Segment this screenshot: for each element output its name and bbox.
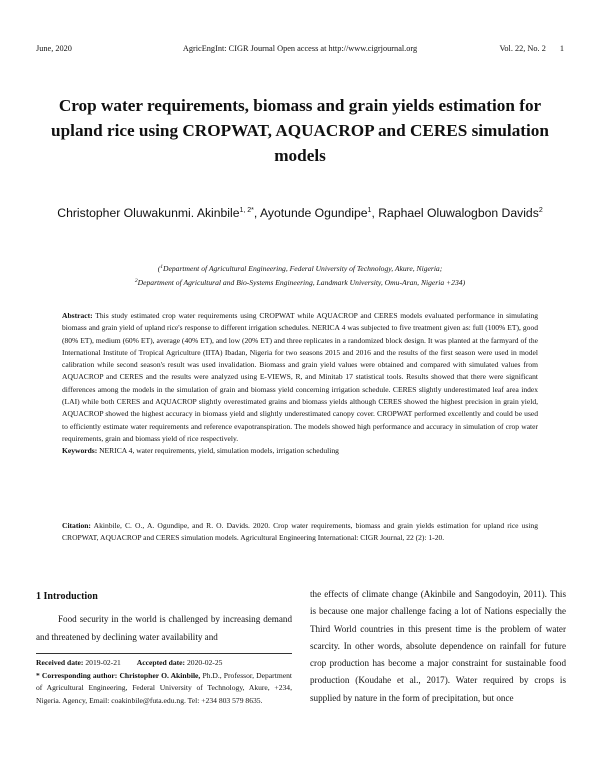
intro-paragraph-continued: the effects of climate change (Akinbile and Sangodoyin, 2011). This is because one major challenge facing a lot of Nations especially the Third World countries in this present time is the problem of water scarcity. In other words, absolute dependence on rainfall for future crop production has become a major constraint for sustainable food production (Koudahe et al., 2017). Water required by crops is supplied by nature in the form of precipitation, but once: [310, 589, 566, 703]
affiliation-text: Department of Agricultural and Bio-Systems Engineering, Landmark University, Omu-Aran, Nigeria +234): [137, 278, 466, 287]
left-column: [36, 586, 292, 646]
author-affiliation-marker: 2: [538, 207, 543, 214]
accepted-date: [137, 657, 223, 670]
author-name: Christopher Oluwakunmi. Akinbile: [57, 206, 240, 220]
keywords: [62, 445, 538, 457]
corresponding-label: * Corresponding author:: [36, 670, 118, 680]
affiliation-text: Department of Agricultural Engineering, Federal University of Technology, Akure, Nigeria: [163, 264, 440, 273]
corresponding-details: Ph.D., Professor, Department of Agricultural Engineering, Federal University of Technology, Akure, +234, Nigeria. Agency, Email: coakinbile@futa.edu.ng. Tel: +234 803 579 8635.: [36, 670, 293, 706]
keywords-text: NERICA 4, water requirements, yield, simulation models, irrigation scheduling: [99, 446, 339, 456]
keywords-label: Keywords:: [62, 446, 98, 456]
received-date: [36, 657, 121, 670]
author-name: Raphael Oluwalogbon Davids: [378, 206, 539, 220]
dates-row: [36, 657, 292, 670]
section-heading: 1 Introduction: [36, 591, 98, 602]
abstract-text: This study estimated crop water requirements using CROPWAT while AQUACROP and CERES models evaluated performance in simulating biomass and grain yield of upland rice's response to different irrigation schedules. NERICA 4 was subjected to five treatment given as: full (100% ET), good (80% ET), medium (60% ET), average (40% ET), and low (20% ET) and three replicates in a randomized block design. It was planted at the farmyard of the International Institute of Tropical Agriculture (IITA) Ibadan, Nigeria for two seasons 2015 and 2016 and the results of the first season were used in model calibration while second season's result was used invalidation. Biomass and grain yield values were obtained and compared with simulated values from AQUACROP and CERES and the results were analyzed using E-VIEWS, R, and Minitab 17 statistical tools. Results showed that there were significant differences among the models in the simulation of grain and biomass yield concerning irrigation schedule. CERES slightly underestimated leaf area index (LAI) while both CERES and AQUACROP slightly overestimated grains and biomass yields although CERES showed the highest precision in grain yield, AQUACROP showed the highest accuracy in biomass yield and slightly underestimated canopy cover. CROPWAT performed excellently and could be used to efficiently estimate water requirements and reference evapotranspiration. The models showed high performance and accuracy in simulation of crop water requirements, grain and biomass yield of rice respectively.: [62, 311, 538, 443]
author-name: Ayotunde Ogundipe: [260, 206, 368, 220]
affiliation: ($^1$Department of Agricultural Engineering, Federal University of Technology, Akure, Nigeria;: [157, 264, 443, 273]
author-list: [40, 201, 560, 225]
author-separator: ,: [253, 206, 261, 220]
abstract: [62, 310, 538, 445]
footnote-divider: [36, 653, 292, 654]
citation-text: Akinbile, C. O., A. Ogundipe, and R. O. Davids. 2020. Crop water requirements, biomass and grain yields estimation for upland rice using CROPWAT, AQUACROP and CERES simulation models. Agricultural Engineering International: CIGR Journal, 22 (2): 1-20.: [62, 521, 538, 543]
received-label: Received date:: [36, 658, 84, 667]
author-affiliation-marker: 1, 2*: [239, 207, 254, 214]
affiliation-marker: 1: [160, 264, 164, 270]
citation-label: Citation:: [62, 521, 91, 530]
running-header: [36, 42, 564, 54]
intro-paragraph: Food security in the world is challenged by increasing demand and threatened by declining water availability and: [36, 614, 292, 642]
header-journal: AgricEngInt: CIGR Journal Open access at http://www.cigrjournal.org: [182, 43, 418, 53]
accepted-value: 2020-02-25: [187, 658, 223, 667]
right-column: [310, 586, 566, 707]
footnotes: [36, 657, 292, 708]
paper-title: Crop water requirements, biomass and grain yields estimation for upland rice using CROPWAT, AQUACROP and CERES simulation models: [51, 96, 549, 165]
author-separator: ,: [371, 206, 379, 220]
affiliation: [40, 278, 560, 287]
header-page-number: 1: [559, 43, 564, 53]
abstract-block: [62, 310, 538, 458]
abstract-label: Abstract:: [62, 311, 93, 320]
header-date: June, 2020: [36, 43, 72, 53]
author-affiliation-marker: 1: [367, 207, 372, 214]
affiliation-marker: 2: [134, 278, 138, 284]
header-volume: Vol. 22, No. 2: [499, 43, 546, 53]
received-value: 2019-02-21: [85, 658, 121, 667]
corresponding-name: Christopher O. Akinbile,: [119, 670, 201, 680]
accepted-label: Accepted date:: [136, 658, 186, 667]
corresponding-author: [36, 670, 292, 708]
citation-block: [62, 520, 538, 545]
